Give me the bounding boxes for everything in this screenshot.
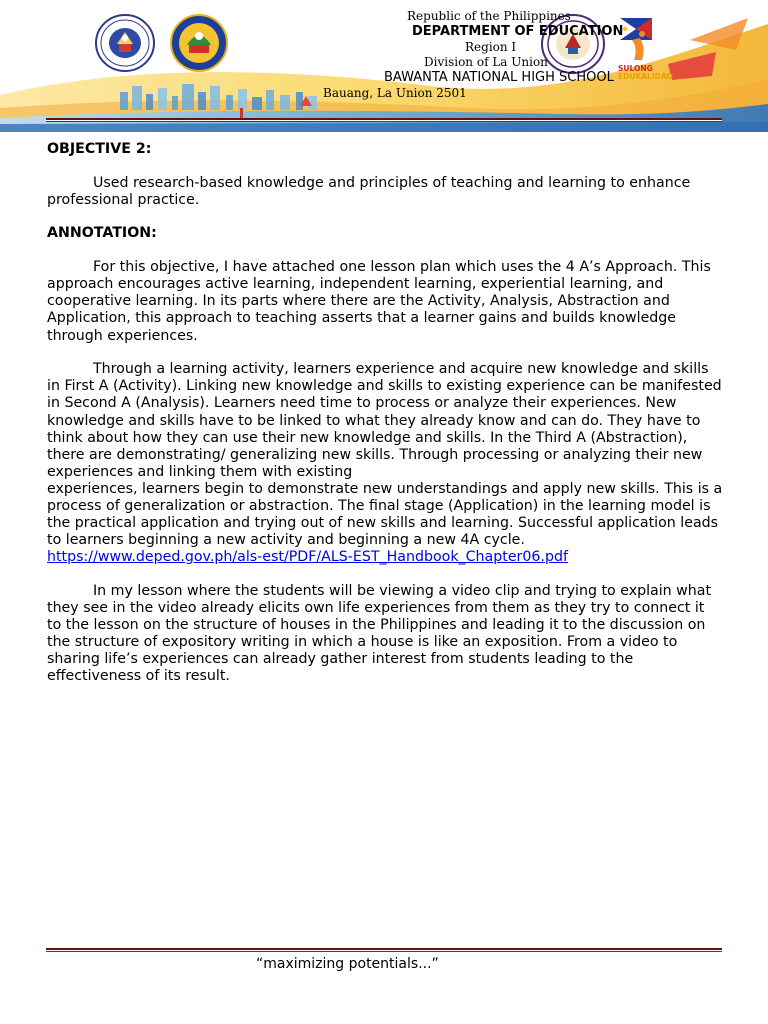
paragraph-approach: For this objective, I have attached one lesson plan which uses the 4 A’s Approach. This approach encourages active learning, independent learning, experiential learning, and cooperative learning. In its parts where there are the Activity, Analysis, Abstraction and Application, this approach to teaching asserts that a learner gains and builds knowledge through experiences. [47,259,711,344]
division-line: Division of La Union [424,55,548,69]
letterhead [0,0,768,132]
annotation-heading: ANNOTATION: [47,225,157,242]
reference-link[interactable]: https://www.deped.gov.ph/als-est/PDF/ALS-EST_Handbook_Chapter06.pdf [47,549,568,566]
objective-heading: OBJECTIVE 2: [47,141,152,157]
paragraph-4a-stages-part2: experiences, learners begin to demonstrate new understandings and apply new skills. This is a process of generalization or abstraction. The final stage (Application) in the learning model is the practical application and trying out of new skills and learning. Successful application leads to learners beginning a new activity and beginning a new 4A cycle. [47,480,723,549]
sulong-line1: SULONG [618,64,653,73]
objective-text: Used research-based knowledge and principles of teaching and learning to enhance professional practice. [47,174,691,208]
republic-line: Republic of the Philippines [407,9,571,23]
department-line: DEPARTMENT OF EDUCATION [412,24,624,39]
school-name-line: BAWANTA NATIONAL HIGH SCHOOL [384,70,614,85]
document-body [47,141,723,702]
paragraph-lesson: In my lesson where the students will be viewing a video clip and trying to explain what they see in the video already elicits own life experiences from them as they try to connect it to the lesson on the structure of houses in the Philippines and leading it to the discussion on the structure of expository writing in which a house is like an exposition. From a video to sharing life’s experiences can already gather interest from students leading to the effectiveness of its result. [47,582,712,685]
paragraph-4a-stages-part1: Through a learning activity, learners experience and acquire new knowledge and skills in First A (Activity). Linking new knowledge and skills to existing experience can be manifested in Second A (Analysis). Learners need time to process or analyze their experiences. New knowledge and skills have to be linked to what they already know and can do. They have to think about how they can use their new knowledge and skills. In the Third A (Abstraction), there are demonstrating/ generalizing new skills. Through processing or analyzing their new experiences and linking them with existing [47,361,722,480]
region-line: Region I [465,40,517,54]
sulong-line2: EDUKALIDAD [618,72,673,81]
footer-motto: “maximizing potentials...” [256,956,439,972]
sulong-flag-icon [612,14,672,64]
region-seal [170,14,228,72]
footer-rule [46,948,722,952]
deped-seal [95,14,155,72]
address-line: Bauang, La Union 2501 [323,86,467,100]
school-seal [541,14,605,74]
header-rule [46,118,722,122]
paragraph-4a-stages [47,361,723,566]
